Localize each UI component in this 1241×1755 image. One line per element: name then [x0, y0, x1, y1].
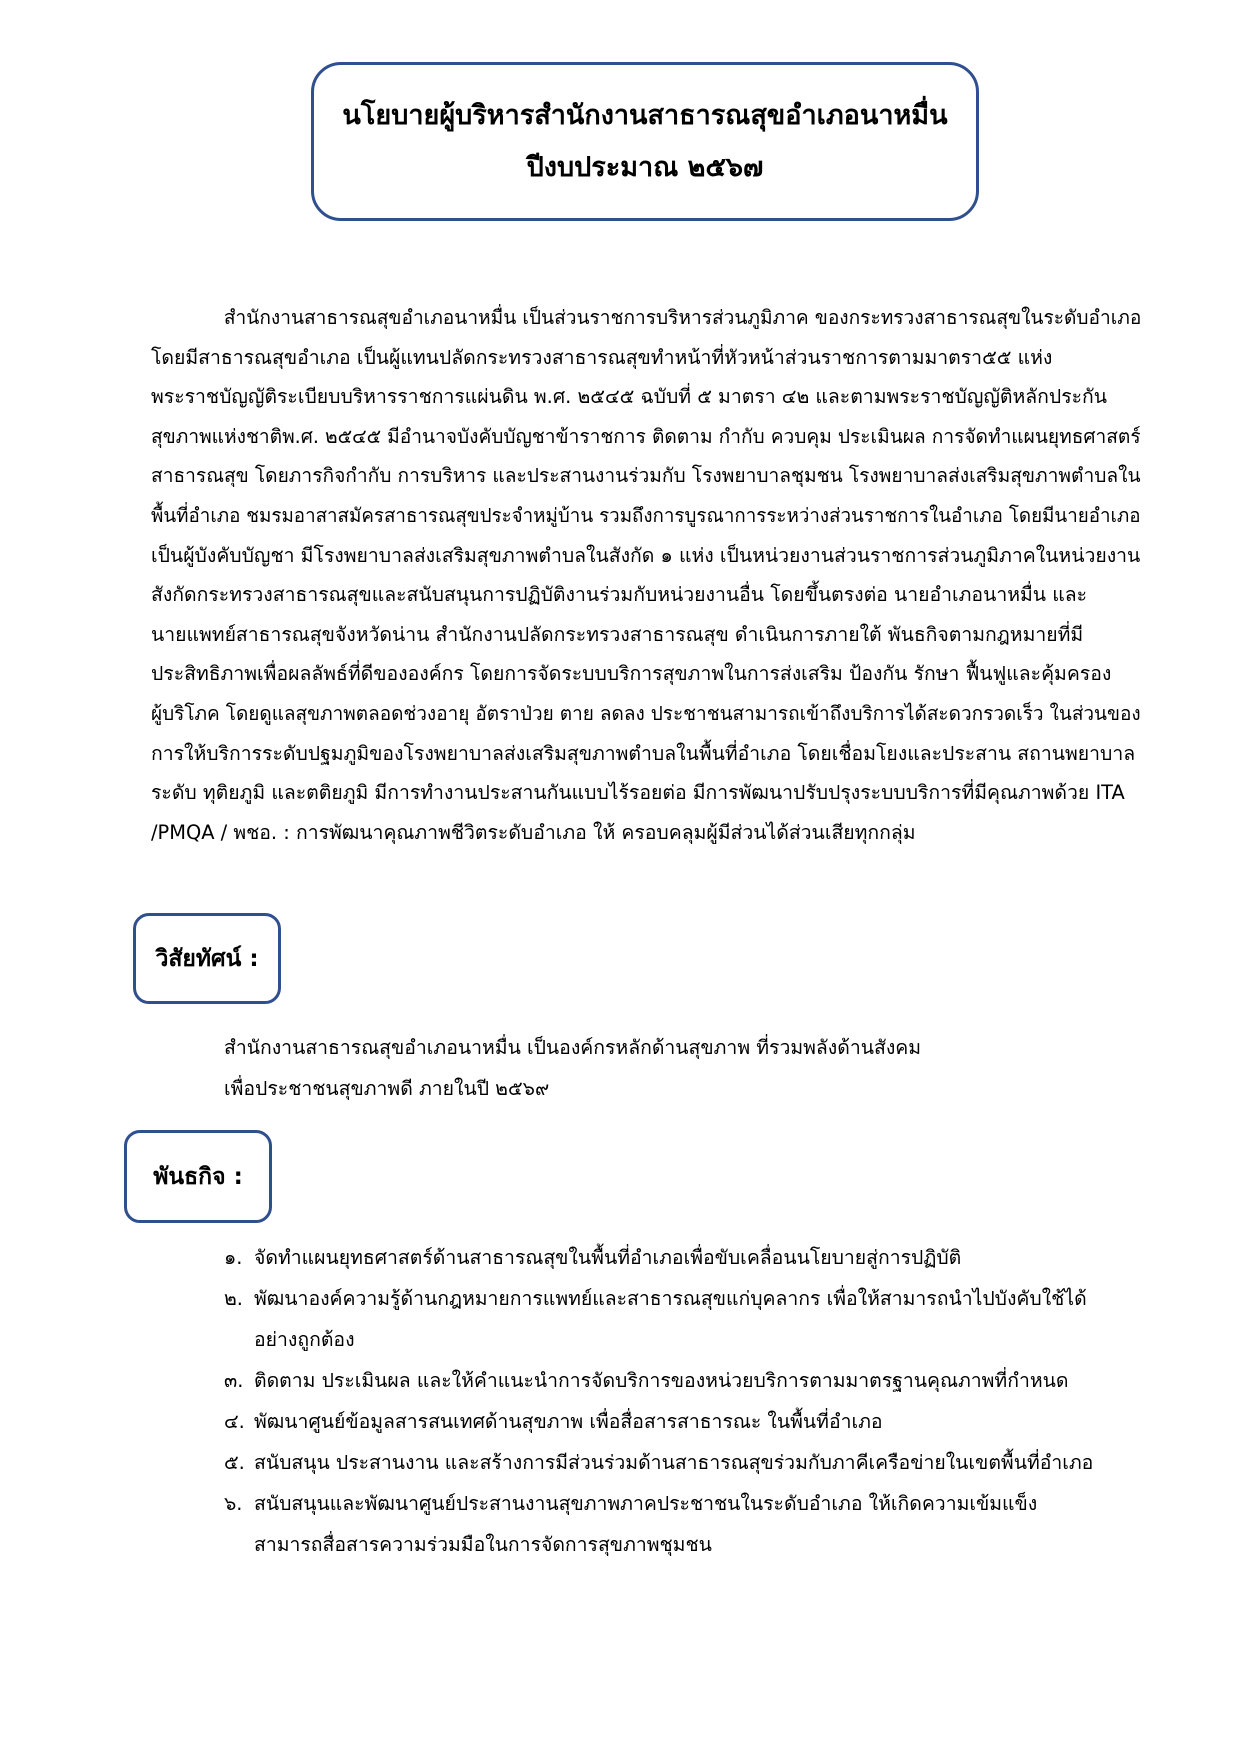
intro-line: พระราชบัญญัติระเบียบบริหารราชการแผ่นดิน พ.ศ. ๒๕๔๕ ฉบับที่ ๕ มาตรา ๔๒ และตามพระราชบัญญัติหลักประกัน — [151, 385, 1108, 409]
intro-line: สาธารณสุข โดยภารกิจกำกับ การบริหาร และประสานงานร่วมกับ โรงพยาบาลชุมชน โรงพยาบาลส่งเสริมสุขภาพตำบลใน — [151, 464, 1141, 488]
mission-number: ๓. — [224, 1369, 244, 1392]
mission-item — [224, 1278, 1144, 1360]
intro-line: เป็นผู้บังคับบัญชา มีโรงพยาบาลส่งเสริมสุขภาพตำบลในสังกัด ๑ แห่ง เป็นหน่วยงานส่วนราชการส่วนภูมิภาคในหน่วยงาน — [151, 543, 1141, 567]
page-title: นโยบายผู้บริหารสำนักงานสาธารณสุขอำเภอนาหมื่น — [342, 99, 948, 131]
intro-line: การให้บริการระดับปฐมภูมิของโรงพยาบาลส่งเสริมสุขภาพตำบลในพื้นที่อำเภอ โดยเชื่อมโยงและประสาน สถานพยาบาล — [151, 741, 1136, 765]
mission-number: ๕. — [224, 1451, 245, 1474]
mission-item — [224, 1442, 1144, 1483]
vision-line: สำนักงานสาธารณสุขอำเภอนาหมื่น เป็นองค์กรหลักด้านสุขภาพ ที่รวมพลังด้านสังคม — [224, 1036, 922, 1059]
mission-text: สนับสนุนและพัฒนาศูนย์ประสานงานสุขภาพภาคประชาชนในระดับอำเภอ ให้เกิดความเข้มแข็ง — [254, 1492, 1038, 1515]
vision-statement — [224, 1027, 921, 1109]
mission-item — [224, 1401, 1144, 1442]
intro-line: พื้นที่อำเภอ ชมรมอาสาสมัครสาธารณสุขประจำหมู่บ้าน รวมถึงการบูรณาการระหว่างส่วนราชการในอำเภอ โดยมีนายอำเภอ — [151, 503, 1141, 527]
intro-paragraph — [151, 298, 1141, 852]
vision-heading: วิสัยทัศน์ : — [133, 913, 281, 1004]
intro-line: สุขภาพแห่งชาติพ.ศ. ๒๕๔๕ มีอำนาจบังคับบัญชาข้าราชการ ติดตาม กำกับ ควบคุม ประเมินผล การจัดทำแผนยุทธศาสตร์ — [151, 424, 1141, 448]
mission-text: สามารถสื่อสารความร่วมมือในการจัดการสุขภาพชุมชน — [254, 1533, 712, 1556]
mission-number: ๔. — [224, 1410, 245, 1433]
mission-text: จัดทำแผนยุทธศาสตร์ด้านสาธารณสุขในพื้นที่อำเภอเพื่อขับเคลื่อนนโยบายสู่การปฏิบัติ — [254, 1246, 962, 1269]
mission-number: ๑. — [224, 1246, 243, 1269]
mission-item — [224, 1483, 1144, 1565]
intro-line: ผู้บริโภค โดยดูแลสุขภาพตลอดช่วงอายุ อัตราป่วย ตาย ลดลง ประชาชนสามารถเข้าถึงบริการได้สะดวกรวดเร็ว ในส่วนของ — [151, 701, 1141, 725]
intro-line: /PMQA / พชอ. : การพัฒนาคุณภาพชีวิตระดับอำเภอ ให้ ครอบคลุมผู้มีส่วนได้ส่วนเสียทุกกลุ่ม — [151, 820, 916, 844]
intro-line: นายแพทย์สาธารณสุขจังหวัดน่าน สำนักงานปลัดกระทรวงสาธารณสุข ดำเนินการภายใต้ พันธกิจตามกฎหมายที่มี — [151, 622, 1084, 646]
intro-line: สังกัดกระทรวงสาธารณสุขและสนับสนุนการปฏิบัติงานร่วมกับหน่วยงานอื่น โดยขึ้นตรงต่อ นายอำเภอนาหมื่น และ — [151, 583, 1087, 607]
vision-line: เพื่อประชาชนสุขภาพดี ภายในปี ๒๕๖๙ — [224, 1077, 550, 1100]
mission-list — [224, 1237, 1144, 1565]
intro-line: ประสิทธิภาพเพื่อผลลัพธ์ที่ดีขององค์กร โดยการจัดระบบบริการสุขภาพในการส่งเสริม ป้องกัน รักษา ฟื้นฟูและคุ้มครอง — [151, 662, 1112, 686]
mission-item — [224, 1237, 1144, 1278]
mission-text: สนับสนุน ประสานงาน และสร้างการมีส่วนร่วมด้านสาธารณสุขร่วมกับภาคีเครือข่ายในเขตพื้นที่อำเภอ — [254, 1451, 1094, 1474]
mission-item — [224, 1360, 1144, 1401]
fiscal-year-title: ปีงบประมาณ ๒๕๖๗ — [526, 151, 764, 183]
mission-text: ติดตาม ประเมินผล และให้คำแนะนำการจัดบริการของหน่วยบริการตามมาตรฐานคุณภาพที่กำหนด — [254, 1369, 1069, 1392]
mission-number: ๒. — [224, 1287, 243, 1310]
mission-text: พัฒนาศูนย์ข้อมูลสารสนเทศด้านสุขภาพ เพื่อสื่อสารสาธารณะ ในพื้นที่อำเภอ — [254, 1410, 883, 1433]
intro-line: ระดับ ทุติยภูมิ และตติยภูมิ มีการทำงานประสานกันแบบไร้รอยต่อ มีการพัฒนาปรับปรุงระบบบริการที่มีคุณภาพด้วย ITA — [151, 781, 1125, 805]
mission-heading: พันธกิจ : — [124, 1130, 272, 1223]
title-box — [311, 62, 979, 221]
mission-number: ๖. — [224, 1492, 243, 1515]
intro-line: โดยมีสาธารณสุขอำเภอ เป็นผู้แทนปลัดกระทรวงสาธารณสุขทำหน้าที่หัวหน้าส่วนราชการตามมาตรา๕๕ แห่ง — [151, 345, 1053, 369]
mission-text: พัฒนาองค์ความรู้ด้านกฎหมายการแพทย์และสาธารณสุขแก่บุคลากร เพื่อให้สามารถนำไปบังคับใช้ได้ — [254, 1287, 1087, 1310]
mission-text: อย่างถูกต้อง — [254, 1328, 355, 1351]
intro-line: สำนักงานสาธารณสุขอำเภอนาหมื่น เป็นส่วนราชการบริหารส่วนภูมิภาค ของกระทรวงสาธารณสุขในระดับอำเภอ — [223, 306, 1142, 329]
